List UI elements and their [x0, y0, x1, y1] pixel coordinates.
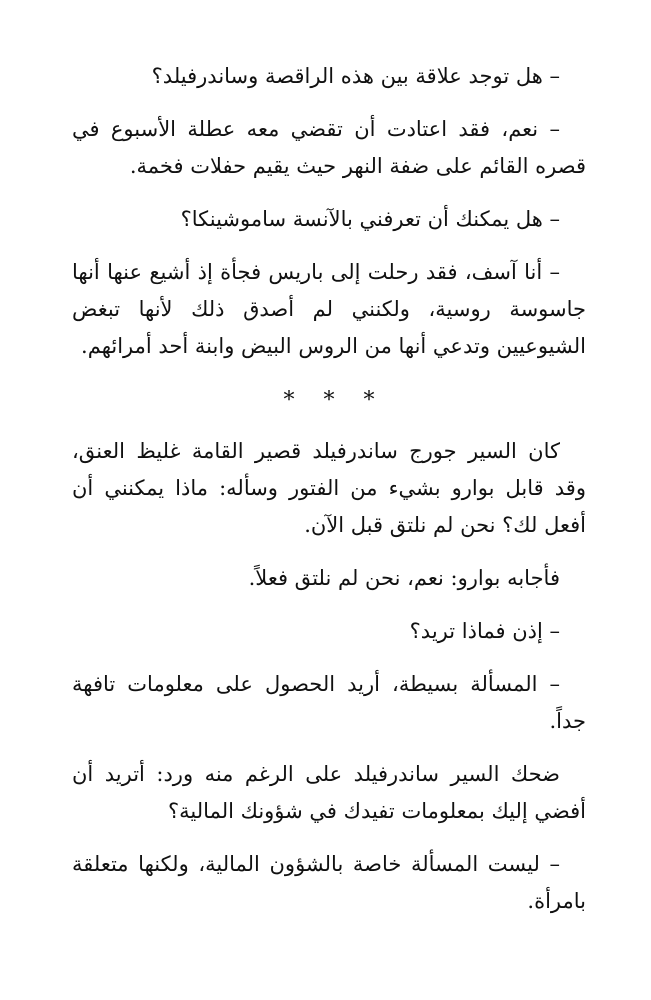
- separator-star-3: *: [283, 388, 295, 413]
- paragraph-2: – نعم، فقد اعتادت أن تقضي معه عطلة الأسبوع في قصره القائم على ضفة النهر حيث يقيم حفلات فخمة.: [72, 117, 586, 178]
- book-page: [72, 58, 586, 936]
- paragraph-7: – إذن فماذا تريد؟: [409, 619, 560, 643]
- paragraph-6: فأجابه بوارو: نعم، نحن لم نلتق فعلاً.: [248, 566, 560, 590]
- paragraph-10: – ليست المسألة خاصة بالشؤون المالية، ولكنها متعلقة بامرأة.: [72, 852, 586, 913]
- paragraph-3: – هل يمكنك أن تعرفني بالآنسة ساموشينكا؟: [180, 207, 560, 231]
- separator-star-2: *: [323, 388, 335, 413]
- paragraph-9: ضحك السير ساندرفيلد على الرغم منه ورد: أتريد أن أفضي إليك بمعلومات تفيدك في شؤونك المالية؟: [72, 762, 586, 823]
- paragraph-5: كان السير جورج ساندرفيلد قصير القامة غليظ العنق، وقد قابل بوارو بشيء من الفتور وسأله: ماذا يمكنني أن أفعل لك؟ نحن لم نلتق قبل الآن.: [72, 439, 586, 537]
- separator-star-1: *: [363, 388, 375, 413]
- paragraph-1: – هل توجد علاقة بين هذه الراقصة وساندرفيلد؟: [151, 64, 560, 88]
- paragraph-4: – أنا آسف، فقد رحلت إلى باريس فجأة إذ أشيع عنها أنها جاسوسة روسية، ولكنني لم أصدق ذلك لأنها تبغض الشيوعيين وتدعي أنها من الروس البيض وابنة أحد أمرائهم.: [72, 260, 586, 358]
- section-separator: [72, 381, 586, 421]
- paragraph-8: – المسألة بسيطة، أريد الحصول على معلومات تافهة جداً.: [72, 672, 586, 733]
